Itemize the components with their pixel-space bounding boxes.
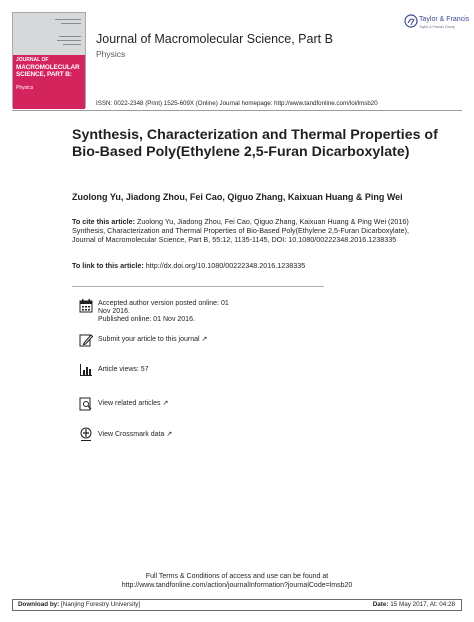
download-by-institution: [Nanjing Forestry University]: [61, 601, 141, 608]
cover-text-line: [59, 36, 81, 37]
download-date-value: 15 May 2017, At: 04:28: [390, 601, 455, 608]
citation-block: [72, 217, 412, 245]
info-divider: [72, 286, 324, 287]
publisher-name: Taylor & Francis: [419, 16, 470, 23]
download-by: [18, 601, 140, 608]
journal-subtitle: Physics: [96, 49, 126, 59]
citation-label: To cite this article:: [72, 217, 135, 226]
accepted-line1: Accepted author version posted online: 01: [98, 300, 229, 307]
journal-title[interactable]: Journal of Macromolecular Science, Part B: [96, 32, 333, 46]
link-label: To link to this article:: [72, 261, 144, 270]
article-title: Synthesis, Characterization and Thermal Properties of Bio-Based Poly(Ethylene 2,5-Furan Dicarboxylate): [72, 127, 438, 160]
published-line: Published online: 01 Nov 2016.: [98, 316, 195, 324]
cover-text-line: [57, 40, 81, 41]
submit-article-label[interactable]: Submit your article to this journal: [98, 336, 200, 343]
crossmark-icon: [79, 427, 93, 443]
cover-title-band: [13, 55, 85, 109]
download-date-label: Date:: [372, 601, 389, 608]
crossmark-label[interactable]: View Crossmark data: [98, 431, 165, 438]
bar-chart-icon: [79, 363, 93, 377]
cover-text-line: [63, 44, 81, 45]
download-info-bar: [12, 599, 462, 611]
related-articles-label[interactable]: View related articles: [98, 400, 161, 407]
header-divider: [12, 110, 462, 111]
cover-title-line3: Physics: [16, 85, 34, 91]
terms-footer: [0, 572, 474, 590]
article-authors: Zuolong Yu, Jiadong Zhou, Fei Cao, Qiguo Zhang, Kaixuan Huang & Ping Wei: [72, 192, 403, 202]
citation-text: Zuolong Yu, Jiadong Zhou, Fei Cao, Qiguo Zhang, Kaixuan Huang & Ping Wei (2016) Synthesis, Characterization and Thermal Properties of Bio-Based Poly(Ethylene 2,5-Furan Dicarboxylate), Journal of Macromolecular Science, Part B, 55:12, 1135-1145, DOI:: [72, 217, 410, 245]
citation-doi-link[interactable]: 10.1080/00222348.2016.1238335: [288, 235, 397, 245]
cover-text-line: [55, 19, 81, 20]
terms-line: Full Terms & Conditions of access and use can be found at: [145, 573, 329, 580]
calendar-icon: [79, 299, 93, 313]
external-link-icon: ↗: [166, 431, 173, 438]
article-link-block: [72, 261, 305, 270]
accepted-date-text: [98, 300, 229, 325]
publisher-tagline: Taylor & Francis Group: [419, 25, 455, 29]
article-doi-url[interactable]: http://dx.doi.org/10.1080/00222348.2016.1238335: [145, 261, 306, 270]
terms-url[interactable]: http://www.tandfonline.com/action/journalInformation?journalCode=lmsb20: [121, 582, 353, 589]
external-link-icon: ↗: [162, 400, 169, 407]
view-crossmark-link[interactable]: [98, 431, 172, 439]
issn-line: ISSN: 0022-2348 (Print) 1525-609X (Online) Journal homepage: http://www.tandfonline.com/loi/lmsb20: [96, 100, 378, 107]
edit-pencil-icon: [79, 333, 93, 347]
cover-title-line2: MACROMOLECULAR SCIENCE, PART B:: [16, 64, 80, 78]
download-date: [373, 601, 455, 608]
external-link-icon: ↗: [201, 336, 208, 343]
accepted-line2: Nov 2016.: [98, 308, 130, 316]
article-views: Article views: 57: [98, 366, 149, 373]
download-by-label: Download by:: [18, 601, 60, 608]
view-related-articles-link[interactable]: [98, 400, 168, 408]
cover-text-line: [61, 23, 81, 24]
related-articles-icon: [79, 397, 93, 411]
journal-cover-thumbnail: [12, 12, 86, 108]
cover-title-line1: JOURNAL OF: [16, 57, 49, 63]
cover-header-area: [13, 13, 85, 55]
submit-article-link[interactable]: [98, 336, 207, 344]
